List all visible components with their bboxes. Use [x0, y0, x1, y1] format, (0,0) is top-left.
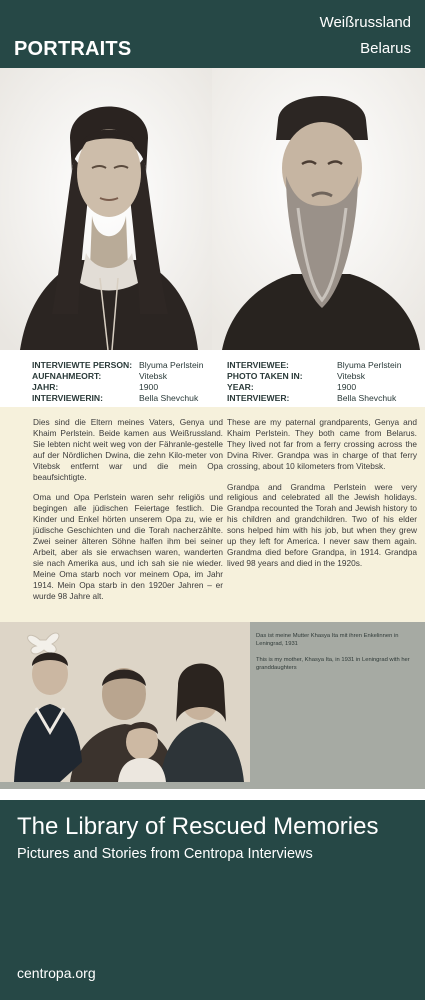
- meta-label: INTERVIEWTE PERSON:: [32, 360, 133, 370]
- meta-label: INTERVIEWER:: [227, 393, 290, 403]
- meta-value: 1900: [337, 382, 357, 392]
- story-paragraph: Oma und Opa Perlstein waren sehr religiös und begingen alle jüdischen Feiertage festlich. Die Kinder und Enkel hörten unserem Opa zu, wie er jüdische Geschichten und die Torah nacherzählte. Zwei seiner älteren Söhne halfen ihm bei seiner Arbeit, aber als sie erwachsen waren, wanderten sie nach Amerika aus, und ich sah sie nie wieder. Meine Oma starb noch vor meinem Opa, im Jahr 1914. Mein Opa starb in den 1920er Jahren – er wurde 98 Jahre alt.: [33, 492, 223, 601]
- meta-label: INTERVIEWEE:: [227, 360, 289, 370]
- meta-value: Bella Shevchuk: [337, 393, 397, 403]
- meta-row: [227, 371, 401, 382]
- meta-row: [32, 393, 203, 404]
- page-title: PORTRAITS: [14, 38, 132, 60]
- region-german: Weißrussland: [319, 14, 411, 31]
- portrait-photos: [0, 68, 425, 350]
- story-paragraph: Dies sind die Eltern meines Vaters, Genya und Khaim Perlstein. Beide kamen aus Weißrussland. Sie lebten nicht weit weg von der Fähranle-gestelle auf der Nördlichen Dwina, die zehn Kilo-meter von Vitebsk entfernt war und die mein Opa beaufsichtigte.: [33, 417, 223, 482]
- story-paragraph: Grandpa and Grandma Perlstein were very religious and celebrated all the Jewish holidays. Grandpa recounted the Torah and Jewish history to his children and grandchildren. Two of his elder sons helped him with his job, but when they grew up they left for America. I never saw them again. Grandma died before Grandpa, in 1914. Grandpa lived 98 years and died in the 1920s.: [227, 481, 417, 568]
- family-photo: [0, 622, 250, 782]
- story-german: [33, 417, 223, 612]
- caption-german: Das ist meine Mutter Khasya Ita mit ihren Enkelinnen in Leningrad, 1931: [256, 633, 399, 647]
- meta-row: [32, 360, 203, 371]
- family-photo-band: [0, 622, 425, 789]
- meta-row: [32, 382, 203, 393]
- meta-label: JAHR:: [32, 382, 59, 392]
- meta-row: [227, 393, 401, 404]
- footer-bar: [0, 800, 425, 1000]
- meta-label: YEAR:: [227, 382, 254, 392]
- photo-caption: [256, 632, 416, 680]
- meta-value: Bella Shevchuk: [139, 393, 199, 403]
- metadata-english: [227, 360, 401, 404]
- meta-label: PHOTO TAKEN IN:: [227, 371, 303, 381]
- meta-value: Blyuma Perlstein: [139, 360, 204, 370]
- caption-english: This is my mother, Khasya Ita, in 1931 in Leningrad with her granddaughters: [256, 657, 410, 671]
- metadata-german: [32, 360, 203, 404]
- header-bar: [0, 0, 425, 68]
- meta-label: AUFNAHMEORT:: [32, 371, 102, 381]
- story-section: [0, 407, 425, 622]
- meta-value: 1900: [139, 382, 159, 392]
- meta-label: INTERVIEWERIN:: [32, 393, 103, 403]
- footer-website-link[interactable]: centropa.org: [17, 965, 96, 981]
- meta-row: [227, 382, 401, 393]
- region-english: Belarus: [360, 40, 411, 57]
- meta-value: Blyuma Perlstein: [337, 360, 402, 370]
- story-english: [227, 417, 417, 579]
- meta-value: Vitebsk: [337, 371, 366, 381]
- meta-value: Vitebsk: [139, 371, 168, 381]
- meta-row: [227, 360, 401, 371]
- footer-subtitle: Pictures and Stories from Centropa Interviews: [17, 846, 313, 862]
- meta-row: [32, 371, 203, 382]
- footer-title: The Library of Rescued Memories: [17, 813, 379, 840]
- story-paragraph: These are my paternal grandparents, Genya and Khaim Perlstein. They both came from Belarus. They lived not far from a ferry crossing across the Dvina River. Grandpa was in charge of that ferry crossing, about 10 kilometers from Vitebsk.: [227, 417, 417, 471]
